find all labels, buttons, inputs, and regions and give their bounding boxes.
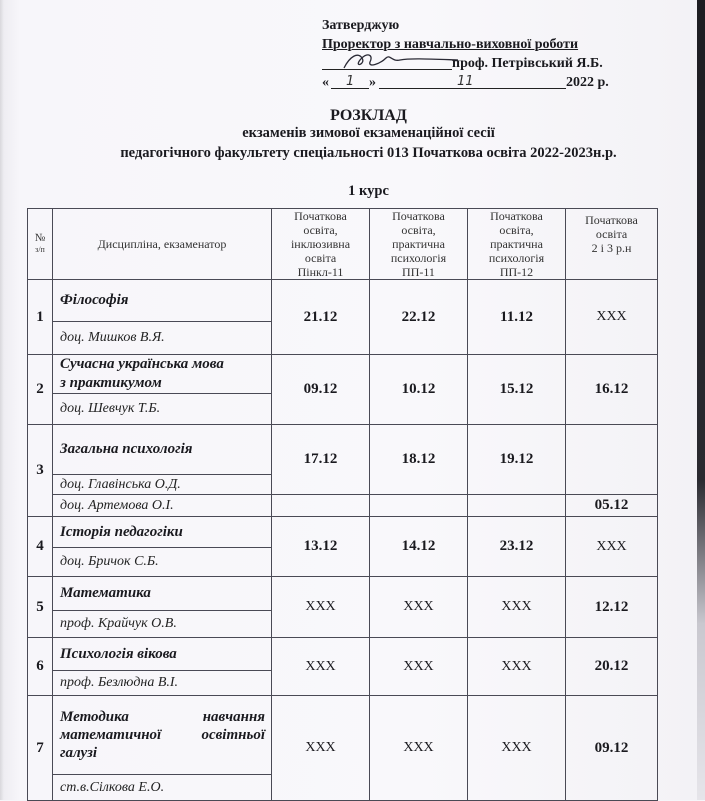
examiner-name: доц. Мишков В.Я. [53, 322, 272, 355]
exam-date: XXX [468, 577, 566, 638]
exam-date: XXX [370, 577, 468, 638]
header-line: Початкова [294, 209, 347, 223]
discipline-name [53, 696, 272, 775]
header-line: Початкова [490, 209, 543, 223]
examiner-name: проф. Крайчук О.В. [53, 611, 272, 638]
header-line: ПП-11 [402, 265, 435, 279]
examiner-name: доц. Артемова О.І. [53, 495, 272, 517]
table-row [28, 280, 658, 322]
document-title: РОЗКЛАД [330, 107, 407, 124]
exam-schedule-table [27, 208, 658, 801]
discipline-line: Методика навчання [60, 709, 265, 725]
exam-date: 20.12 [566, 638, 658, 696]
header-number-label: № [34, 232, 46, 244]
exam-date: 21.12 [272, 280, 370, 355]
examiner-name: доц. Бричок С.Б. [53, 548, 272, 577]
exam-date: 12.12 [566, 577, 658, 638]
approval-signature-line [322, 54, 612, 73]
date-month: 11 [457, 74, 474, 89]
exam-date: XXX [272, 696, 370, 801]
discipline-name: Філософія [53, 280, 272, 322]
header-line: інклюзивна [290, 237, 351, 251]
signature-icon [340, 50, 460, 72]
row-number: 5 [28, 577, 53, 638]
table-row [28, 696, 658, 775]
approval-position: Проректор з навчально-виховної роботи [322, 37, 579, 52]
discipline-name: Загальна психологія [53, 425, 272, 475]
discipline-name: Історія педагогіки [53, 517, 272, 548]
exam-date: 05.12 [566, 495, 658, 517]
discipline-line: математичної освітньої [60, 727, 265, 743]
table-row [28, 355, 658, 394]
date-day: 1 [346, 74, 355, 89]
exam-date: 18.12 [370, 425, 468, 495]
header-number-sublabel: з/п [35, 245, 45, 254]
header-group-pinkl-11 [272, 209, 370, 280]
discipline-name: Математика [53, 577, 272, 611]
exam-date: XXX [468, 638, 566, 696]
row-number: 7 [28, 696, 53, 801]
header-line: психологія [488, 251, 545, 265]
header-line: освіта, [499, 223, 534, 237]
discipline-name: Сучасна українська мова з практикумом [53, 355, 272, 394]
header-line: освіта, [303, 223, 338, 237]
exam-date: XXX [272, 638, 370, 696]
header-line: освіта [595, 227, 628, 241]
approval-block [322, 16, 612, 92]
empty-cell [370, 495, 468, 517]
header-line: 2 і 3 р.н [591, 241, 632, 255]
header-number [28, 209, 53, 280]
header-line: Початкова [585, 213, 638, 227]
header-line: практична [490, 237, 543, 251]
row-number: 2 [28, 355, 53, 425]
row-number: 4 [28, 517, 53, 577]
header-line: психологія [390, 251, 447, 265]
row-number: 6 [28, 638, 53, 696]
exam-date: 13.12 [272, 517, 370, 577]
exam-date: 09.12 [272, 355, 370, 425]
header-line: освіта [304, 251, 337, 265]
header-group-2-3 [566, 209, 658, 280]
row-number: 1 [28, 280, 53, 355]
exam-date [566, 425, 658, 495]
exam-date: 10.12 [370, 355, 468, 425]
approval-name: проф. Петрівський Я.Б. [452, 56, 603, 71]
exam-date: 19.12 [468, 425, 566, 495]
scan-left-edge [0, 0, 4, 800]
table-row [28, 638, 658, 671]
table-row [28, 425, 658, 475]
exam-date: XXX [468, 696, 566, 801]
empty-cell [468, 495, 566, 517]
examiner-name: проф. Безлюдна В.І. [53, 671, 272, 696]
exam-date: 17.12 [272, 425, 370, 495]
table-header-row [28, 209, 658, 280]
header-discipline: Дисципліна, екзаменатор [53, 209, 272, 280]
header-line: ПП-12 [499, 265, 534, 279]
table-row-examiner [28, 495, 658, 517]
exam-date: 23.12 [468, 517, 566, 577]
quote-open: « [322, 75, 329, 90]
exam-date: 15.12 [468, 355, 566, 425]
exam-date: 16.12 [566, 355, 658, 425]
document-subtitle-faculty: педагогічного факультету спеціальності 013 Початкова освіта 2022-2023н.р. [120, 145, 617, 161]
discipline-name: Психологія вікова [53, 638, 272, 671]
date-year: 2022 р. [566, 75, 609, 90]
quote-close: » [369, 75, 376, 90]
exam-date: XXX [370, 696, 468, 801]
exam-date: XXX [566, 517, 658, 577]
exam-date: XXX [370, 638, 468, 696]
exam-date: XXX [566, 280, 658, 355]
discipline-line: галузі [60, 745, 98, 761]
examiner-name: ст.в.Сілкова Е.О. [53, 775, 272, 801]
exam-date: 14.12 [370, 517, 468, 577]
document-subtitle: екзаменів зимової екзаменаційної сесії [242, 125, 495, 141]
header-line: освіта, [401, 223, 436, 237]
row-number: 3 [28, 425, 53, 517]
examiner-name: доц. Шевчук Т.Б. [53, 394, 272, 425]
course-label: 1 курс [348, 183, 389, 199]
empty-cell [272, 495, 370, 517]
header-line: практична [392, 237, 445, 251]
table-row [28, 517, 658, 548]
approval-heading: Затверджую [322, 18, 400, 33]
exam-date: 11.12 [468, 280, 566, 355]
table-row [28, 577, 658, 611]
header-line: Початкова [392, 209, 445, 223]
header-group-pp-12 [468, 209, 566, 280]
header-group-pp-11 [370, 209, 468, 280]
header-line: Пінкл-11 [297, 265, 344, 279]
exam-date: 09.12 [566, 696, 658, 801]
approval-date [322, 73, 612, 92]
exam-date: 22.12 [370, 280, 468, 355]
examiner-name: доц. Главінська О.Д. [53, 475, 272, 495]
exam-date: XXX [272, 577, 370, 638]
